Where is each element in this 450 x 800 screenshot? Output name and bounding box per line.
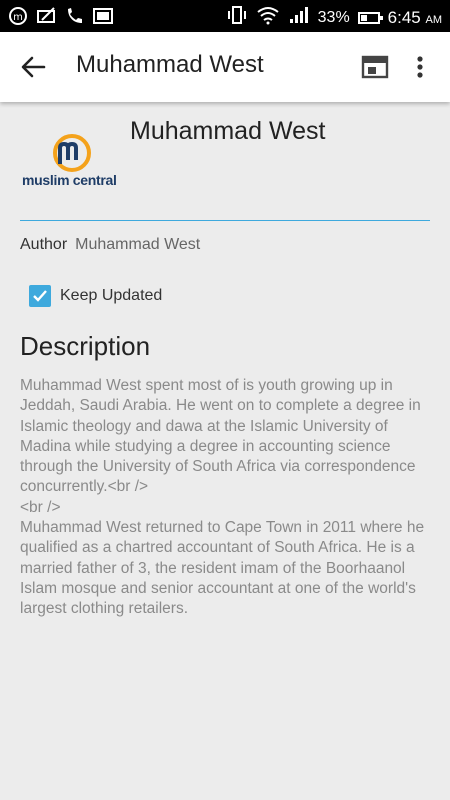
description-body: Muhammad West spent most of is youth growing up in Jeddah, Saudi Arabia. He went on to complete a degree in Islamic theology and dawa at the Islamic University of Madina while studying a degree in accounting science through the University of South Africa via correspondence concurrently.<br /> <br /> Muhammad West returned to Cape Town in 2011 where he qualified as a chartred accountant of South Africa. He is a married father of 3, the resident imam of the Boorhaanol Islam mosque and senior accountant at one of the world's largest clothing retailers.	[20, 377, 425, 618]
vibrate-icon	[226, 5, 248, 30]
author-value: Muhammad West	[75, 236, 201, 253]
battery-icon	[358, 12, 380, 24]
svg-text:m: m	[13, 12, 23, 23]
status-bar	[0, 0, 450, 32]
battery-percent: 33%	[317, 8, 350, 26]
author-row	[20, 236, 200, 254]
keep-updated-checkbox[interactable]	[29, 285, 162, 307]
overflow-menu-icon[interactable]	[408, 52, 432, 82]
clock	[388, 8, 442, 28]
muslim-central-logo-icon	[18, 132, 122, 172]
keep-updated-label: Keep Updated	[60, 287, 163, 304]
checkbox-checked-icon[interactable]	[29, 285, 51, 307]
clock-time: 6:45	[387, 7, 421, 27]
app-bar	[0, 32, 450, 102]
signal-icon	[288, 5, 310, 30]
description-heading: Description	[20, 331, 151, 361]
wifi-icon	[256, 5, 280, 30]
app-bar-title: Muhammad West	[76, 51, 264, 78]
podcast-title: Muhammad West	[130, 117, 326, 145]
logo-text: muslim central	[22, 172, 117, 188]
divider	[20, 220, 430, 221]
edit-notification-icon	[36, 6, 56, 26]
app-notification-icon	[8, 6, 28, 26]
back-arrow-icon[interactable]	[18, 52, 50, 82]
phone-notification-icon	[64, 6, 84, 26]
clock-suffix: AM	[425, 13, 442, 26]
author-label: Author	[20, 236, 68, 253]
podcast-logo	[18, 132, 122, 192]
web-view-icon[interactable]	[360, 54, 390, 80]
screenshot-notification-icon	[92, 6, 112, 26]
